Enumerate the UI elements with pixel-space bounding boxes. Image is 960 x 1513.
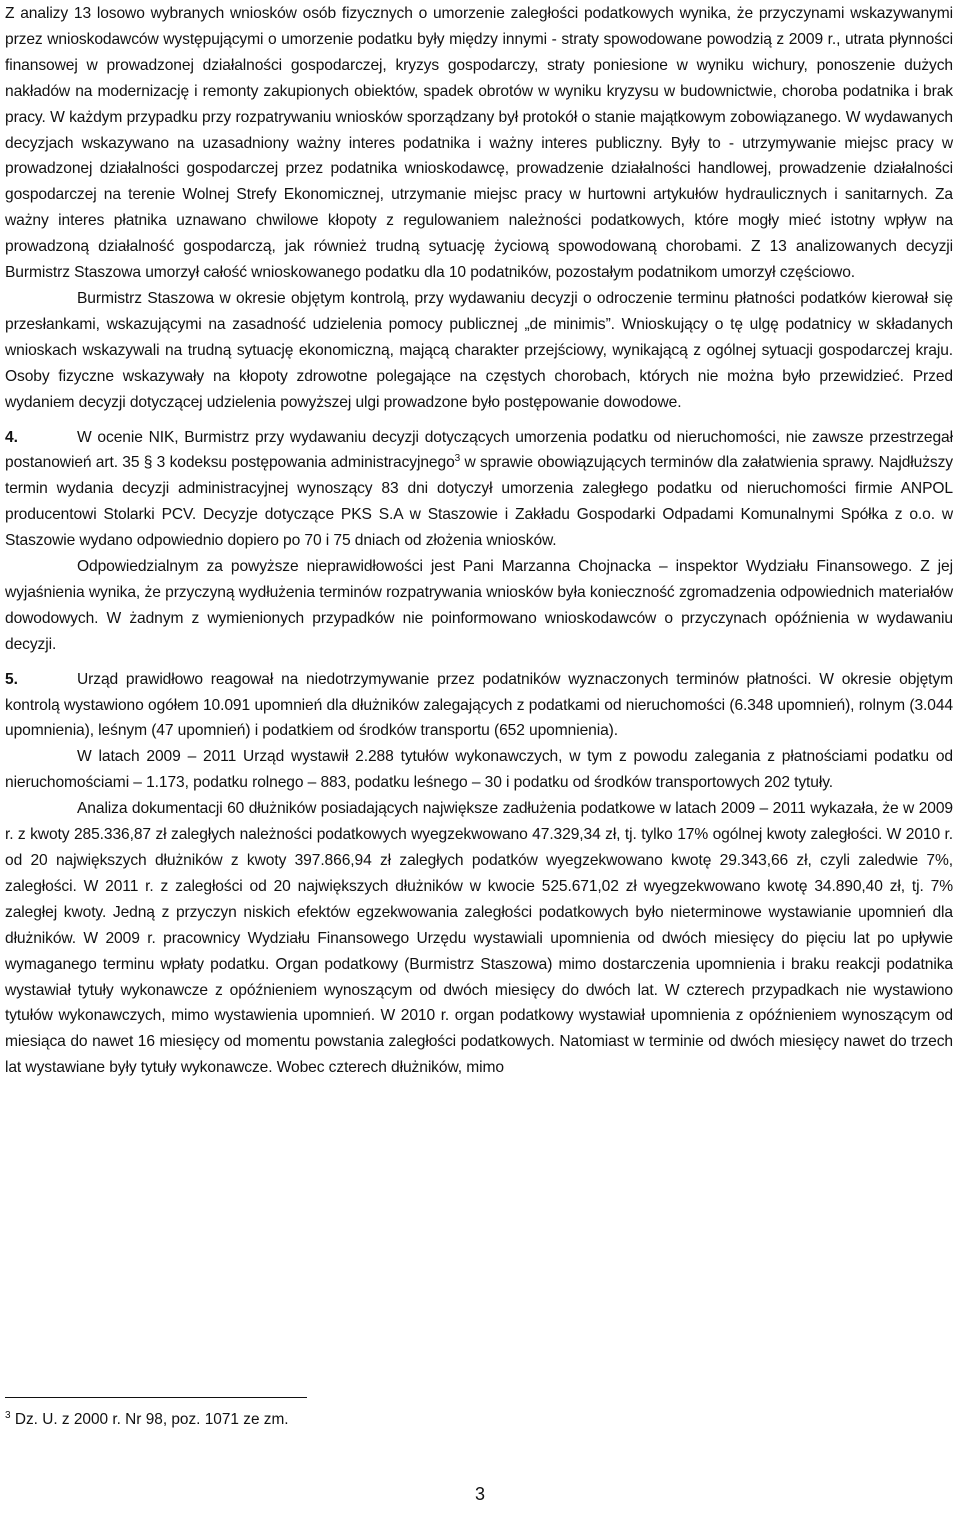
- section-5-number: 5.: [5, 670, 18, 688]
- footnote-text: Dz. U. z 2000 r. Nr 98, poz. 1071 ze zm.: [10, 1411, 289, 1428]
- paragraph-responsibility: Odpowiedzialnym za powyższe nieprawidłowości jest Pani Marzanna Chojnacka – inspektor Wydziału Finansowego. Z jej wyjaśnienia wynika, że przyczyną wydłużenia terminów rozpatrywania wniosków była konieczność zgromadzenia odpowiednich materiałów dowodowych. W żadnym z wymienionych przypadków nie poinformowano wnioskodawców o przyczynach opóźnienia w wydawaniu decyzji.: [5, 558, 953, 653]
- page-number: 3: [474, 1484, 485, 1504]
- section-5-text: Urząd prawidłowo reagował na niedotrzymywanie przez podatników wyznaczonych terminów płatności. W okresie objętym kontrolą wystawiono ogółem 10.091 upomnień dla dłużników zalegających z podatkami od nieruchomości (6.348 upomnień), rolnym (3.044 upomnienia), leśnym (47 upomnień) i podatkiem od środków transportu (652 upomnienia).: [5, 670, 953, 740]
- paragraph-hardship-analysis: Z analizy 13 losowo wybranych wniosków osób fizycznych o umorzenie zaległości podatkowych wynika, że przyczynami wskazywanymi przez wnioskodawców występującymi o umorzenie podatku były między innymi - straty spowodowane powodzią z 2009 r., utrata płynności finansowej w prowadzonej działalności gospodarczej, kryzys gospodarczy, straty poniesione w wyniku wichury, ponoszenie dużych nakładów na modernizację i remonty zakupionych obiektów, spadek obrotów w wyniku kryzysu w budownictwie, choroba podatnika i brak pracy. W każdym przypadku przy rozpatrywaniu wniosków sporządzany był protokół o stanie majątkowym zobowiązanego. W wydawanych decyzjach wskazywano na uzasadniony ważny interes podatnika i ważny interes publiczny. Były to - utrzymywanie miejsc pracy w prowadzonej działalności gospodarczej przez podatnika wnioskodawcę, prowadzenie działalności handlowej, prowadzenie działalności gospodarczej na terenie Wolnej Strefy Ekonomicznej, utrzymanie miejsc pracy w hurtowni artykułów hydraulicznych i sanitarnych. Za ważny interes płatnika uznawano chwilowe kłopoty z regulowaniem należności podatkowych, które mogły mieć istotny wpływ na prowadzoną działalność gospodarczą, jak również trudną sytuację życiową spowodowaną chorobami. Z 13 analizowanych decyzji Burmistrz Staszowa umorzył całość wnioskowanego podatku dla 10 podatników, pozostałym podatnikom umorzył częściowo.: [5, 5, 953, 282]
- footnote-separator: [5, 1397, 307, 1398]
- footnote-reference-3: 3: [454, 453, 461, 465]
- paragraph-deferral-de-minimis: Burmistrz Staszowa w okresie objętym kontrolą, przy wydawaniu decyzji o odroczenie terminu płatności podatków kierował się przesłankami, wskazującymi na zasadność udzielenia pomocy publicznej „de minimis”. Wnioskujący o tę ulgę podatnicy w składanych wnioskach wskazywali na trudną sytuację ekonomiczną, mającą charakter przejściowy, wynikającą z ogólnej sytuacji gospodarczej kraju. Osoby fizyczne wskazywały na kłopoty zdrowotne polegające na częstych chorobach, których nie można było przewidzieć. Przed wydaniem decyzji dotyczącej udzielenia powyższej ulgi prowadzone było postępowanie dowodowe.: [5, 289, 953, 411]
- paragraph-debtor-analysis: Analiza dokumentacji 60 dłużników posiadających największe zadłużenia podatkowe w latach 2009 – 2011 wykazała, że w 2009 r. z kwoty 285.336,87 zł zaległych należności podatkowych wyegzekwowano 47.329,34 zł, tj. tylko 17% ogólnej kwoty zaległości. W 2010 r. od 20 największych dłużników z kwoty 397.866,94 zł zaległych podatków wyegzekwowano kwotę 29.343,66 zł, czyli zaledwie 7%, zaległości. W 2011 r. z zaległości od 20 największych dłużników w kwocie 525.671,02 zł wyegzekwowano kwotę 34.890,40 zł, tj. 7% zaległej kwoty. Jedną z przyczyn niskich efektów egzekwowania zaległości podatkowych było nieterminowe wystawianie upomnień dla dłużników. W 2009 r. pracownicy Wydziału Finansowego Urzędu wystawiali upomnienia od dwóch miesięcy do pięciu lat po upływie wymaganego terminu wpłaty podatku. Organ podatkowy (Burmistrz Staszowa) mimo dostarczenia upomnienia i braku reakcji podatnika wystawiał tytuły wykonawcze z opóźnieniem wynoszącym od dwóch miesięcy do dwóch lat. W czterech przypadkach nie wystawiono tytułów wykonawczych, mimo wystawienia upomnień. W 2010 r. organ podatkowy wystawiał upomnienia z opóźnieniem wynoszącym od miesiąca do nawet 16 miesięcy od momentu powstania zaległości podatkowych. Natomiast w terminie od dwóch miesięcy nawet do trzech lat wystawiane były tytuły wykonawcze. Wobec czterech dłużników, mimo: [5, 800, 953, 1077]
- section-4-number: 4.: [5, 428, 18, 446]
- section-4-text-part-b: w sprawie obowiązujących terminów dla załatwienia sprawy. Najdłuższy termin wydania decyzji administracyjnej wynoszący 83 dni dotyczył umorzenia zaległego podatku od nieruchomości firmie ANPOL producentowi Stolarki PCV. Decyzje dotyczące PKS S.A w Staszowie i Zakładu Gospodarki Odpadami Komunalnymi Spółka z o.o. w Staszowie wydano odpowiednio dopiero po 70 i 75 dniach od złożenia wniosków.: [5, 454, 953, 550]
- section-4-paragraph: [5, 425, 953, 555]
- section-4-text-part-a: W ocenie NIK, Burmistrz przy wydawaniu decyzji dotyczących umorzenia podatku od nieruchomości, nie zawsze przestrzegał postanowień art. 35 § 3 kodeksu postępowania administracyjnego: [5, 428, 953, 472]
- section-5-paragraph: [5, 667, 953, 745]
- footnote: [5, 1410, 289, 1430]
- paragraph-enforcement-titles: W latach 2009 – 2011 Urząd wystawił 2.288 tytułów wykonawczych, w tym z powodu zalegania z płatnościami podatku od nieruchomościami – 1.173, podatku rolnego – 883, podatku leśnego – 30 i podatku od środków transportowych 202 tytuły.: [5, 748, 953, 792]
- footnote-number: 3: [5, 1409, 11, 1421]
